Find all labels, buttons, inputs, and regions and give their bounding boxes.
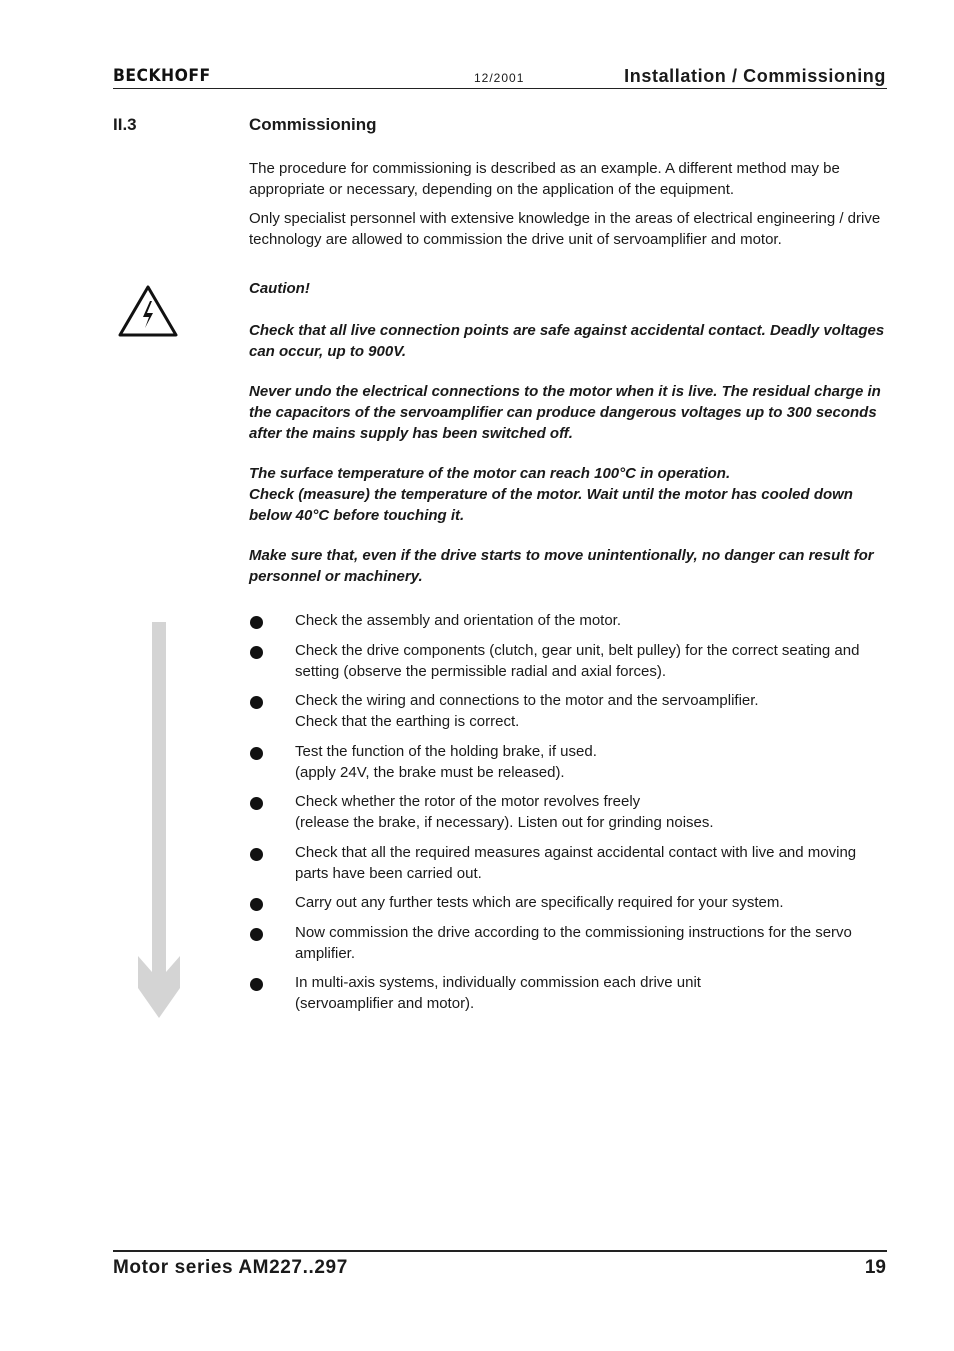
bullet-icon xyxy=(250,797,263,810)
step-text: (servoamplifier and motor). xyxy=(295,995,475,1012)
step-text: In multi-axis systems, individually commission each drive unit xyxy=(295,974,701,991)
intro-paragraph: The procedure for commissioning is described as an example. A different method may be appropriate or necessary, depending on the application of the equipment. xyxy=(249,160,840,198)
step-text: Check that the earthing is correct. xyxy=(295,713,520,730)
down-arrow-icon xyxy=(137,622,181,1020)
bullet-icon xyxy=(250,978,263,991)
list-item xyxy=(249,892,889,913)
commissioning-checklist xyxy=(249,610,889,1023)
step-text: Check whether the rotor of the motor revolves freely xyxy=(295,793,641,810)
list-item xyxy=(249,690,889,732)
document-date: 12/2001 xyxy=(474,71,525,85)
caution-paragraph: Never undo the electrical connections to the motor when it is live. The residual charge in the capacitors of the servoamplifier can produce dangerous voltages up to 300 seconds after the mains supply has been switched off. xyxy=(249,383,881,442)
bullet-icon xyxy=(250,616,263,629)
list-item xyxy=(249,922,889,964)
list-item xyxy=(249,791,889,833)
bullet-icon xyxy=(250,696,263,709)
step-text: Carry out any further tests which are specifically required for your system. xyxy=(295,894,784,911)
list-item xyxy=(249,741,889,783)
caution-paragraph: Check (measure) the temperature of the motor. Wait until the motor has cooled down below 40°C before touching it. xyxy=(249,486,853,524)
section-number: II.3 xyxy=(113,115,137,134)
bullet-icon xyxy=(250,646,263,659)
intro-paragraph: Only specialist personnel with extensive knowledge in the areas of electrical engineering / drive technology are allowed to commission the drive unit of servoamplifier and motor. xyxy=(249,210,881,248)
brand-logo: BECKHOFF xyxy=(113,66,211,86)
step-text: (apply 24V, the brake must be released). xyxy=(295,763,565,781)
bullet-icon xyxy=(250,848,263,861)
caution-paragraph: Check that all live connection points are safe against accidental contact. Deadly voltages can occur, up to 900V. xyxy=(249,322,885,360)
step-text: Check that all the required measures against accidental contact with live and moving parts have been carried out. xyxy=(295,843,857,882)
step-text: Now commission the drive according to the commissioning instructions for the servo amplifier. xyxy=(295,923,852,962)
footer-rule xyxy=(113,1250,887,1252)
page-number: 19 xyxy=(864,1257,886,1278)
caution-paragraph: Make sure that, even if the drive starts to move unintentionally, no danger can result for personnel or machinery. xyxy=(249,547,874,585)
section-title: Commissioning xyxy=(249,115,377,134)
list-item xyxy=(249,972,889,1014)
bullet-icon xyxy=(250,898,263,911)
list-item xyxy=(249,842,889,884)
header-rule xyxy=(113,88,887,89)
list-item xyxy=(249,640,889,682)
caution-heading: Caution! xyxy=(249,280,310,297)
chapter-title: Installation / Commissioning xyxy=(624,66,886,86)
product-name: Motor series AM227..297 xyxy=(113,1257,348,1278)
bullet-icon xyxy=(250,747,263,760)
step-text: Check the assembly and orientation of the motor. xyxy=(295,612,622,629)
step-text: Check the wiring and connections to the motor and the servoamplifier. xyxy=(295,692,759,709)
caution-paragraph: The surface temperature of the motor can reach 100°C in operation. xyxy=(249,465,731,482)
bullet-icon xyxy=(250,928,263,941)
list-item xyxy=(249,610,889,631)
step-text: (release the brake, if necessary). Listen out for grinding noises. xyxy=(295,814,714,831)
high-voltage-warning-icon xyxy=(117,284,179,338)
step-text: Check the drive components (clutch, gear unit, belt pulley) for the correct seating and setting (observe the permissible radial and axial forces). xyxy=(295,641,860,680)
step-text: Test the function of the holding brake, if used. xyxy=(295,742,597,760)
